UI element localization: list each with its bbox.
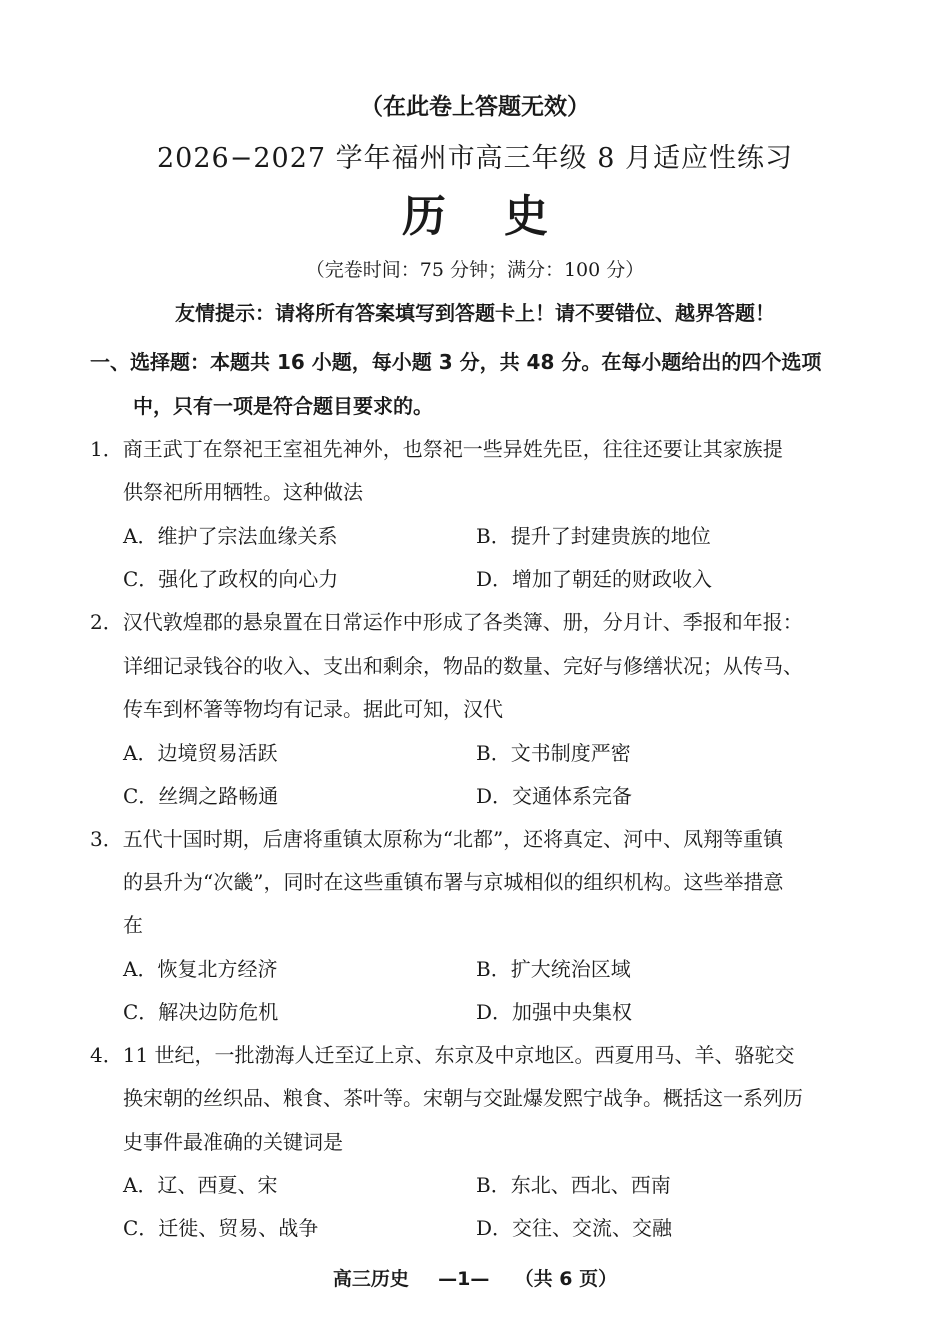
question-3-stem-cont: 的县升为“次畿”，同时在这些重镇布署与京城相似的组织机构。这些举措意 [123, 870, 784, 894]
section-heading: 一、选择题：本题共 16 小题，每小题 3 分，共 48 分。在每小题给出的四个选项 [90, 350, 822, 374]
footer-subject: 高三历史 [332, 1268, 409, 1290]
question-1-option-c: C．强化了政权的向心力 [123, 567, 339, 591]
question-3-option-a: A．恢复北方经济 [123, 957, 278, 981]
question-2-stem: 2．汉代敦煌郡的悬泉置在日常运作中形成了各类簿、册，分月计、季报和年报： [90, 610, 803, 634]
subject-title: 历史 [402, 191, 606, 242]
friendly-tip: 友情提示：请将所有答案填写到答题卡上！请不要错位、越界答题！ [175, 301, 775, 325]
exam-title: 2026−2027 学年福州市高三年级 8 月适应性练习 [157, 143, 793, 174]
question-3-stem-cont: 在 [123, 913, 143, 937]
question-1-option-d: D．增加了朝廷的财政收入 [476, 567, 713, 591]
question-1-option-b: B．提升了封建贵族的地位 [476, 524, 711, 548]
question-1-stem-cont: 供祭祀所用牺牲。这种做法 [123, 480, 363, 504]
question-1-stem: 1．商王武丁在祭祀王室祖先神外，也祭祀一些异姓先臣，往往还要让其家族提 [90, 437, 783, 461]
question-4-stem: 4．11 世纪，一批渤海人迁至辽上京、东京及中京地区。西夏用马、羊、骆驼交 [90, 1043, 795, 1067]
question-3-option-d: D．加强中央集权 [476, 1000, 633, 1024]
page-footer [0, 1264, 950, 1291]
question-2-stem-cont: 详细记录钱谷的收入、支出和剩余，物品的数量、完好与修缮状况；从传马、 [123, 654, 803, 678]
question-4-stem-cont: 史事件最准确的关键词是 [123, 1130, 343, 1154]
invalid-answer-notice: （在此卷上答题无效） [360, 93, 590, 120]
question-3-option-c: C．解决边防危机 [123, 1000, 279, 1024]
question-2-stem-cont: 传车到杯箸等物均有记录。据此可知，汉代 [123, 697, 503, 721]
question-4-option-d: D．交往、交流、交融 [476, 1216, 673, 1240]
question-2-option-c: C．丝绸之路畅通 [123, 784, 279, 808]
question-4-option-a: A．辽、西夏、宋 [123, 1173, 278, 1197]
question-1-option-a: A．维护了宗法血缘关系 [123, 524, 338, 548]
section-heading-cont: 中，只有一项是符合题目要求的。 [133, 394, 433, 418]
question-2-option-d: D．交通体系完备 [476, 784, 633, 808]
footer-page-number: —1— [438, 1268, 490, 1290]
question-2-option-b: B．文书制度严密 [476, 741, 631, 765]
footer-total-pages: （共 6 页） [514, 1268, 618, 1290]
exam-time-info: （完卷时间：75 分钟；满分：100 分） [305, 259, 645, 281]
question-3-option-b: B．扩大统治区域 [476, 957, 631, 981]
question-4-option-c: C．迁徙、贸易、战争 [123, 1216, 319, 1240]
question-2-option-a: A．边境贸易活跃 [123, 741, 278, 765]
question-4-option-b: B．东北、西北、西南 [476, 1173, 671, 1197]
question-4-stem-cont: 换宋朝的丝织品、粮食、茶叶等。宋朝与交趾爆发熙宁战争。概括这一系列历 [123, 1086, 803, 1110]
question-3-stem: 3．五代十国时期，后唐将重镇太原称为“北都”，还将真定、河中、凤翔等重镇 [90, 827, 784, 851]
